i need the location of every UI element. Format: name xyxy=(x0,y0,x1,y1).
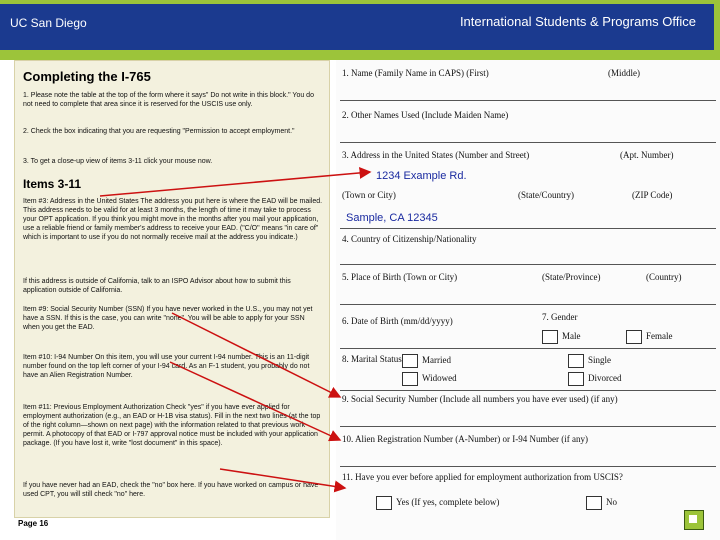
item-9-text: Item #9: Social Security Number (SSN) If you have never worked in the U.S., you may not yet have a SSN. If this is the case, you can write "none". You will be able to apply for your SSN when you get the EAD. xyxy=(23,306,313,331)
items-title: Items 3-11 xyxy=(23,177,82,191)
arrow-item-11 xyxy=(220,469,345,488)
header-right-text: International Students & Programs Office xyxy=(459,14,696,29)
form-field-11: 11. Have you ever before applied for employment authorization from USCIS? xyxy=(342,472,623,482)
header-left-text: UC San Diego xyxy=(10,16,87,30)
typed-street: 1234 Example Rd. xyxy=(376,170,467,182)
form-field-3: 3. Address in the United States (Number and Street) xyxy=(342,150,530,160)
item-3-text: Item #3: Address in the United States The address you put here is where the EAD will be mailed. This address needs to be valid for at least 3 months, the length of time it may take to process your OPT application. If you think you might move in the months after you mail your application, use a reliable friend or family member's address to receive your EAD. ("C/O" means "in care of" which is important to use if you do not normally receive mail at the address you indicate.) xyxy=(23,198,323,241)
page-number: Page 16 xyxy=(18,519,49,528)
arrow-item-10 xyxy=(170,362,340,440)
form-field-5: 5. Place of Birth (Town or City) xyxy=(342,272,458,282)
divorced-label: Divorced xyxy=(588,373,622,384)
instruction-1: 1. Please note the table at the top of the form where it says" Do not write in this block." You do not need to complete that area since it is reserved for the USCIS use only. xyxy=(23,92,314,108)
male-label: Male xyxy=(562,331,581,342)
arrow-item-3 xyxy=(100,172,370,196)
typed-city: Sample, CA 12345 xyxy=(346,212,438,224)
item-11-text: Item #11: Previous Employment Authorization Check "yes" if you have ever applied for employment authorization (e.g., an EAD or H-1B visa status). Fill in the next two lines (at the top of the right column—shown on next page) with the information related to that previous work permit. A photocopy of that EAD or I-797 approval notice must be included with your application package. (If you have lost it, write "lost document" in this space). xyxy=(23,404,321,447)
form-field-4: 4. Country of Citizenship/Nationality xyxy=(342,234,477,244)
form-field-10: 10. Alien Registration Number (A-Number) or I-94 Number (if any) xyxy=(342,434,588,444)
form-field-9: 9. Social Security Number (Include all numbers you have ever used) (if any) xyxy=(342,394,618,404)
widowed-label: Widowed xyxy=(422,373,457,384)
arrow-item-9 xyxy=(172,313,340,397)
form-field-5-province: (State/Province) xyxy=(542,272,601,282)
form-field-3-town: (Town or City) xyxy=(342,190,396,200)
form-field-1-middle: (Middle) xyxy=(608,68,640,78)
form-field-5-country: (Country) xyxy=(646,272,682,282)
form-field-3-zip: (ZIP Code) xyxy=(632,190,673,200)
form-field-3-state: (State/Country) xyxy=(518,190,574,200)
no-label: No xyxy=(606,497,617,508)
single-label: Single xyxy=(588,355,612,366)
form-field-7: 7. Gender xyxy=(542,312,578,322)
item-10-text: Item #10: I-94 Number On this item, you will use your current I-94 number. This is an 11-digit number found on the top left corner of your I-94 card. As an F-1 student, you probably do not have an Alien Registration Number. xyxy=(23,354,310,379)
form-field-8: 8. Marital Status xyxy=(342,354,402,364)
yes-label: Yes (If yes, complete below) xyxy=(396,497,500,508)
married-label: Married xyxy=(422,355,451,366)
instruction-2: 2. Check the box indicating that you are requesting "Permission to accept employment." xyxy=(23,128,295,135)
instruction-3[interactable]: 3. To get a close-up view of items 3-11 click your mouse now. xyxy=(23,158,213,165)
item-11b-text: If you have never had an EAD, check the "no" box here. If you have worked on campus or have used CPT, you will still check "no" here. xyxy=(23,482,319,498)
panel-title: Completing the I-765 xyxy=(23,69,151,84)
form-field-3-apt: (Apt. Number) xyxy=(620,150,674,160)
form-field-2: 2. Other Names Used (Include Maiden Name) xyxy=(342,110,509,120)
item-3b-text: If this address is outside of California, talk to an ISPO Advisor about how to submit this application outside of California. xyxy=(23,278,291,294)
female-label: Female xyxy=(646,331,673,342)
home-icon[interactable] xyxy=(684,510,704,530)
form-field-1: 1. Name (Family Name in CAPS) (First) xyxy=(342,68,489,78)
form-field-6: 6. Date of Birth (mm/dd/yyyy) xyxy=(342,316,453,326)
